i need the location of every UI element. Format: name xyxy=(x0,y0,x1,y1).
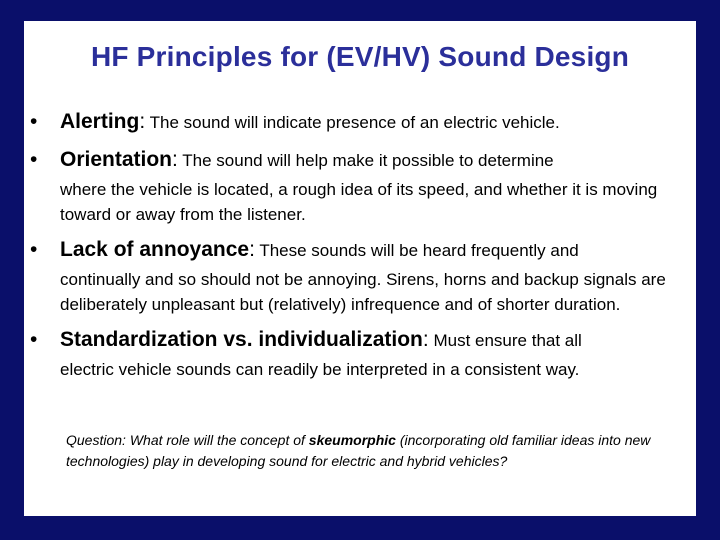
bullet-first-line xyxy=(60,327,682,355)
question-emphasis: skeumorphic xyxy=(308,432,396,448)
bullet-first-line xyxy=(60,109,682,137)
question-suffix: (incorporating old familiar ideas into new technologies) play in developing sound for electric and hybrid vehicles? xyxy=(66,432,651,469)
slide-panel xyxy=(24,21,696,516)
bullet-lead-text: The sound will indicate presence of an electric vehicle. xyxy=(145,113,560,132)
bullet-lack-of-annoyance xyxy=(24,237,696,317)
bullet-lead-text: These sounds will be heard frequently and xyxy=(254,241,579,260)
bullet-separator: : xyxy=(249,238,255,261)
bullet-dot-icon: • xyxy=(30,148,38,171)
bullet-term: Alerting xyxy=(60,110,140,133)
bullet-list xyxy=(24,109,696,392)
bullet-first-line xyxy=(60,147,682,175)
question-prefix: Question: What role will the concept of xyxy=(66,432,309,448)
bullet-dot-icon: • xyxy=(30,110,38,133)
bullet-dot-icon: • xyxy=(30,238,38,261)
bullet-lead-text: Must ensure that all xyxy=(428,331,582,350)
bullet-body-text: where the vehicle is located, a rough idea of its speed, and whether it is moving toward or away from the listener. xyxy=(60,180,658,224)
bullet-term: Standardization vs. individualization xyxy=(60,328,423,351)
bullet-body-text: continually and so should not be annoying. Sirens, horns and backup signals are deliberately unpleasant but (relatively) infrequence and of shorter duration. xyxy=(60,270,666,314)
bullet-body-text: electric vehicle sounds can readily be interpreted in a consistent way. xyxy=(60,360,580,379)
bullet-separator: : xyxy=(139,110,146,133)
bullet-term: Orientation xyxy=(60,148,173,171)
bullet-separator: : xyxy=(422,328,429,351)
bullet-alerting xyxy=(24,109,696,137)
bullet-standardization xyxy=(24,327,696,382)
bullet-first-line xyxy=(60,237,682,265)
bullet-orientation xyxy=(24,147,696,227)
question-note xyxy=(66,430,686,472)
bullet-dot-icon: • xyxy=(30,328,38,351)
slide-title: HF Principles for (EV/HV) Sound Design xyxy=(90,41,630,72)
bullet-separator: : xyxy=(172,148,178,171)
bullet-lead-text: The sound will help make it possible to determine xyxy=(177,151,554,170)
bullet-term: Lack of annoyance xyxy=(60,238,250,261)
